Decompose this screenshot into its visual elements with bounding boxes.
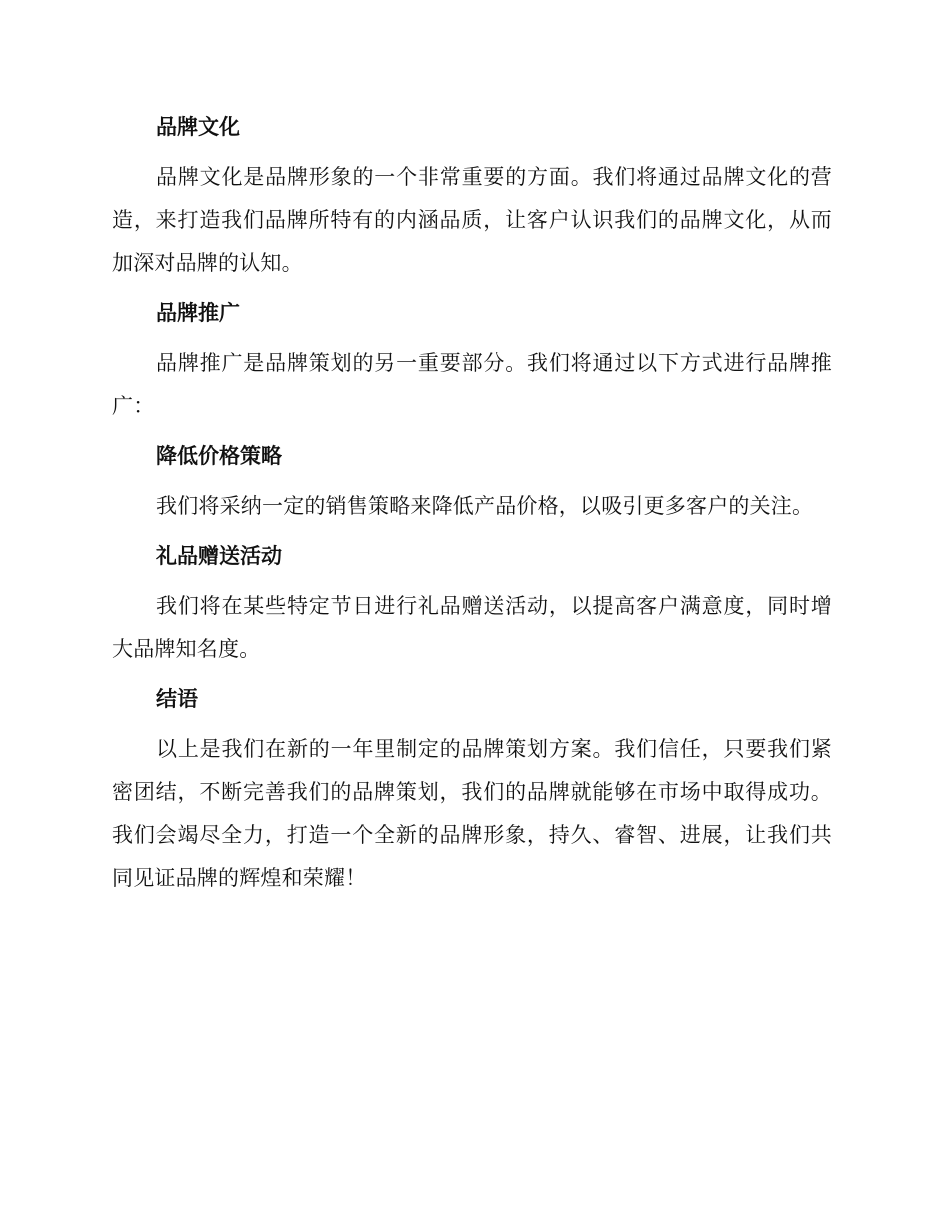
section-heading-brand-promotion: 品牌推广 — [156, 301, 240, 325]
section-paragraph-conclusion: 以上是我们在新的一年里制定的品牌策划方案。我们信任，只要我们紧密团结，不断完善我们的品牌策划，我们的品牌就能够在市场中取得成功。我们会竭尽全力，打造一个全新的品牌形象，持久、睿智、进展，让我们共同见证品牌的辉煌和荣耀！ — [112, 737, 832, 890]
section-heading-price-strategy: 降低价格策略 — [156, 444, 282, 468]
section-heading-gift-activity: 礼品赠送活动 — [156, 544, 282, 568]
section-heading-brand-culture: 品牌文化 — [156, 115, 240, 139]
section-heading-conclusion: 结语 — [156, 687, 198, 711]
document-body — [112, 108, 832, 909]
section-paragraph-price-strategy: 我们将采纳一定的销售策略来降低产品价格，以吸引更多客户的关注。 — [156, 494, 814, 518]
section-paragraph-brand-culture: 品牌文化是品牌形象的一个非常重要的方面。我们将通过品牌文化的营造，来打造我们品牌所特有的内涵品质，让客户认识我们的品牌文化，从而加深对品牌的认知。 — [112, 165, 832, 275]
section-paragraph-gift-activity: 我们将在某些特定节日进行礼品赠送活动，以提高客户满意度，同时增大品牌知名度。 — [112, 594, 832, 661]
section-paragraph-brand-promotion: 品牌推广是品牌策划的另一重要部分。我们将通过以下方式进行品牌推广： — [112, 351, 832, 418]
